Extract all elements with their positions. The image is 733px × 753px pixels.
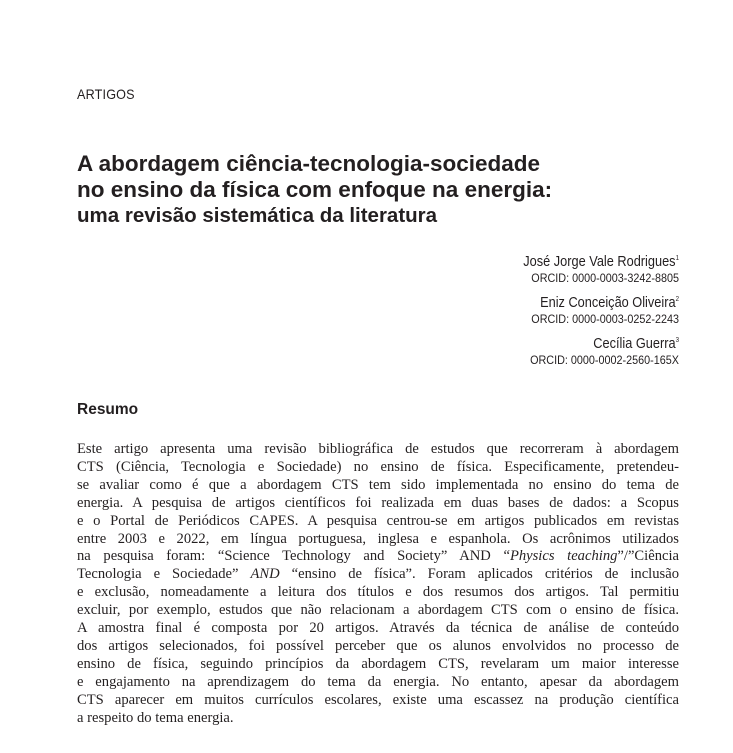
abstract-line: CTS (Ciência, Tecnologia e Sociedade) no ensino de física. Especificamente, pretendeu-: [77, 458, 679, 475]
abstract-line: dos artigos selecionados, foi possível perceber que os alunos envolvidos no processo de: [77, 637, 679, 654]
section-label: ARTIGOS: [77, 86, 135, 102]
abstract-heading: Resumo: [77, 401, 139, 418]
abstract-line: energia. A pesquisa de artigos científicos foi realizada em duas bases de dados: a Scopus: [77, 494, 679, 511]
abstract-line: entre 2003 e 2022, em língua portuguesa, inglesa e espanhola. Os acrônimos utilizados: [77, 530, 679, 547]
article-subtitle: uma revisão sistemática da literatura: [77, 204, 438, 227]
author-name: José Jorge Vale Rodrigues$^1$: [523, 254, 679, 270]
abstract-line: e o Portal de Periódicos CAPES. A pesquisa centrou-se em artigos publicados em revistas: [77, 512, 679, 529]
abstract-line: ensino de física, seguindo princípios da abordagem CTS, revelaram um maior interesse: [77, 655, 679, 672]
italic-term: AND: [250, 566, 280, 583]
author-orcid: ORCID: 0000-0003-0252-2243: [531, 312, 679, 326]
abstract-line: e engajamento na aprendizagem do tema da energia. No entanto, apesar da abordagem: [77, 673, 679, 690]
author-name: Eniz Conceição Oliveira$^2$: [540, 295, 679, 311]
article-title-line-2: no ensino da física com enfoque na energia:: [77, 177, 553, 202]
abstract-line: a respeito do tema energia.: [77, 709, 234, 726]
article-title: [77, 151, 697, 203]
author-list: [379, 250, 679, 373]
italic-term: Physics teaching: [509, 548, 618, 565]
abstract-line: Tecnologia e Sociedade” AND “ensino de física”. Foram aplicados critérios de inclusão: [77, 566, 679, 583]
abstract-body: [77, 441, 679, 728]
abstract-line: CTS aparecer em muitos currículos escolares, existe uma escassez na produção científica: [77, 691, 679, 708]
abstract-line: se avaliar como é que a abordagem CTS tem sido implementada no ensino do tema de: [77, 476, 679, 493]
abstract-line: na pesquisa foram: “Science Technology and Society” AND “Physics teaching”/”Ciência: [77, 548, 680, 565]
author-orcid: ORCID: 0000-0002-2560-165X: [530, 353, 679, 367]
abstract-line: Este artigo apresenta uma revisão bibliográfica de estudos que recorreram à abordagem: [77, 441, 679, 457]
abstract-line: excluir, por exemplo, estudos que não relacionam a abordagem CTS com o ensino de física.: [77, 602, 679, 619]
article-title-line-1: A abordagem ciência-tecnologia-sociedade: [77, 151, 541, 176]
abstract-line: A amostra final é composta por 20 artigos. Através da técnica de análise de conteúdo: [77, 620, 679, 637]
affiliation-marker: 2: [675, 296, 679, 303]
author-orcid: ORCID: 0000-0003-3242-8805: [531, 271, 679, 285]
affiliation-marker: 3: [675, 337, 679, 344]
affiliation-marker: 1: [675, 255, 679, 262]
abstract-line: e exclusão, nomeadamente a leitura dos títulos e dos resumos dos artigos. Tal permitiu: [77, 584, 679, 601]
author-name: Cecília Guerra$^3$: [593, 336, 679, 352]
